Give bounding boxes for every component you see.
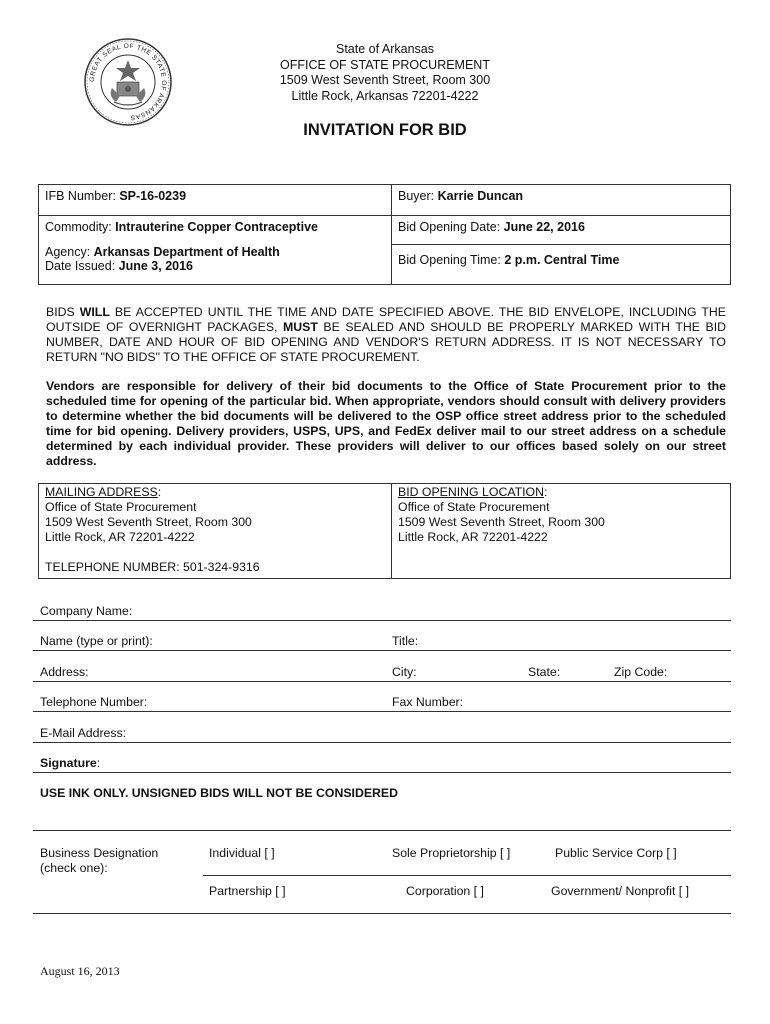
buyer-label: Buyer: [398, 189, 438, 203]
agency-cell [39, 245, 392, 285]
name-title-field[interactable] [33, 650, 731, 651]
bid-info-table [38, 184, 731, 285]
bid-opening-time-cell [392, 245, 731, 285]
buyer-value: Karrie Duncan [437, 189, 524, 203]
address-label: Address: [40, 665, 89, 679]
bids-text-part: BE ACCEPTED UNTIL THE TIME AND DATE SPECIFIED ABOVE. THE BID ENVELOPE, INCLUDING THE OUTSIDE OF OVERNIGHT PACKAGES, [46, 305, 726, 334]
telephone-fax-field[interactable] [33, 711, 731, 712]
bid-location-line: 1509 West Seventh Street, Room 300 [398, 515, 605, 529]
designation-label-line: (check one): [40, 861, 108, 875]
bid-location-line: Little Rock, AR 72201-4222 [398, 530, 548, 544]
document-title: INVITATION FOR BID [303, 121, 467, 139]
ifb-number-label: IFB Number: [45, 189, 120, 203]
commodity-value: Intrauterine Copper Contraceptive [115, 220, 318, 234]
business-designation-label [40, 846, 158, 876]
designation-label-line: Business Designation [40, 846, 159, 860]
agency-header [200, 42, 570, 104]
telephone-label: Telephone Number: [40, 695, 148, 709]
date-issued-value: June 3, 2016 [118, 258, 194, 273]
seal-text: GREAT SEAL OF THE STATE OF ARKANSAS [88, 42, 168, 122]
footer-date: August 16, 2013 [40, 964, 120, 978]
bids-text-will: WILL [79, 305, 110, 319]
commodity-label: Commodity: [45, 220, 116, 234]
agency-value: Arkansas Department of Health [93, 244, 280, 259]
zip-code-label: Zip Code: [614, 665, 668, 679]
signature-label-wrap: Signature: [40, 756, 101, 770]
mailing-address-cell: MAILING ADDRESS: Office of State Procurement 1509 West Seventh Street, Room 300 Little Rock, AR 72201-4222 TELEPHONE NUMBER: 501-324-9316 [39, 484, 392, 579]
mailing-address-line: Office of State Procurement [45, 500, 197, 514]
header-line-city: Little Rock, Arkansas 72201-4222 [291, 88, 479, 103]
ifb-number-cell [39, 185, 392, 216]
telephone-number: TELEPHONE NUMBER: 501-324-9316 [45, 560, 260, 574]
partnership-checkbox[interactable]: Partnership [ ] [209, 884, 286, 898]
public-service-corp-checkbox[interactable]: Public Service Corp [ ] [555, 846, 677, 860]
buyer-cell [392, 185, 731, 216]
designation-top-rule [33, 830, 731, 831]
bids-text-part: BE SEALED AND SHOULD BE PROPERLY MARKED WITH THE BID NUMBER, DATE AND HOUR OF BID OPENING AND VENDOR'S RETURN ADDRESS. IT IS NOT NECESSARY TO RETURN "NO BIDS" TO THE OFFICE OF STATE PROCUREMENT. [46, 320, 726, 364]
header-line-street: 1509 West Seventh Street, Room 300 [279, 73, 491, 87]
state-seal [84, 38, 172, 126]
bids-text-must: MUST [283, 320, 318, 334]
company-name-label: Company Name: [40, 604, 133, 618]
bid-opening-date-value: June 22, 2016 [503, 220, 585, 234]
government-nonprofit-checkbox[interactable]: Government/ Nonprofit [ ] [551, 884, 690, 898]
designation-bottom-rule [33, 913, 731, 914]
ifb-number-value: SP-16-0239 [119, 189, 187, 203]
sole-proprietorship-checkbox[interactable]: Sole Proprietorship [ ] [392, 846, 511, 860]
ink-notice: USE INK ONLY. UNSIGNED BIDS WILL NOT BE CONSIDERED [40, 786, 399, 800]
city-label: City: [392, 665, 417, 679]
bid-opening-time-value: 2 p.m. Central Time [504, 253, 620, 267]
vendor-responsibility-paragraph: Vendors are responsible for delivery of their bid documents to the Office of State Procurement prior to the scheduled time for opening of the particular bid. When appropriate, vendors should consult with delivery providers to determine whether the bid documents will be delivered to the OSP office street address prior to the scheduled time for bid opening. Delivery providers, USPS, UPS, and FedEx deliver mail to our street address on a schedule determined by each individual provider. These providers will deliver to our offices based solely on our street address. [46, 379, 726, 468]
signature-label: Signature [40, 756, 97, 770]
mailing-address-heading: MAILING ADDRESS [45, 485, 158, 499]
date-issued-label: Date Issued: [45, 258, 119, 273]
bid-opening-date-label: Bid Opening Date: [398, 220, 504, 234]
bids-notice-paragraph [46, 305, 726, 365]
bid-location-line: Office of State Procurement [398, 500, 550, 514]
state-label: State: [528, 665, 561, 679]
bid-opening-time-label: Bid Opening Time: [398, 253, 505, 267]
mailing-address-line: Little Rock, AR 72201-4222 [45, 530, 195, 544]
address-field[interactable] [33, 681, 731, 682]
commodity-cell [39, 216, 392, 245]
title-label: Title: [392, 634, 419, 648]
bid-opening-location-cell: BID OPENING LOCATION: Office of State Procurement 1509 West Seventh Street, Room 300 Little Rock, AR 72201-4222 [392, 484, 731, 579]
bids-text-part: BIDS [46, 305, 80, 319]
designation-mid-rule [203, 875, 731, 876]
company-name-field[interactable] [33, 620, 731, 621]
bid-opening-location-heading: BID OPENING LOCATION [398, 485, 544, 499]
mailing-address-line: 1509 West Seventh Street, Room 300 [45, 515, 252, 529]
signature-field[interactable] [33, 772, 731, 773]
header-line-office: OFFICE OF STATE PROCUREMENT [280, 57, 490, 72]
name-label: Name (type or print): [40, 634, 153, 648]
header-line-state: State of Arkansas [336, 42, 434, 56]
fax-label: Fax Number: [392, 695, 464, 709]
individual-checkbox[interactable]: Individual [ ] [209, 846, 275, 860]
address-table [38, 483, 731, 579]
email-label: E-Mail Address: [40, 726, 127, 740]
corporation-checkbox[interactable]: Corporation [ ] [406, 884, 484, 898]
email-field[interactable] [33, 742, 731, 743]
agency-label: Agency: [45, 244, 94, 259]
bid-opening-date-cell [392, 216, 731, 245]
